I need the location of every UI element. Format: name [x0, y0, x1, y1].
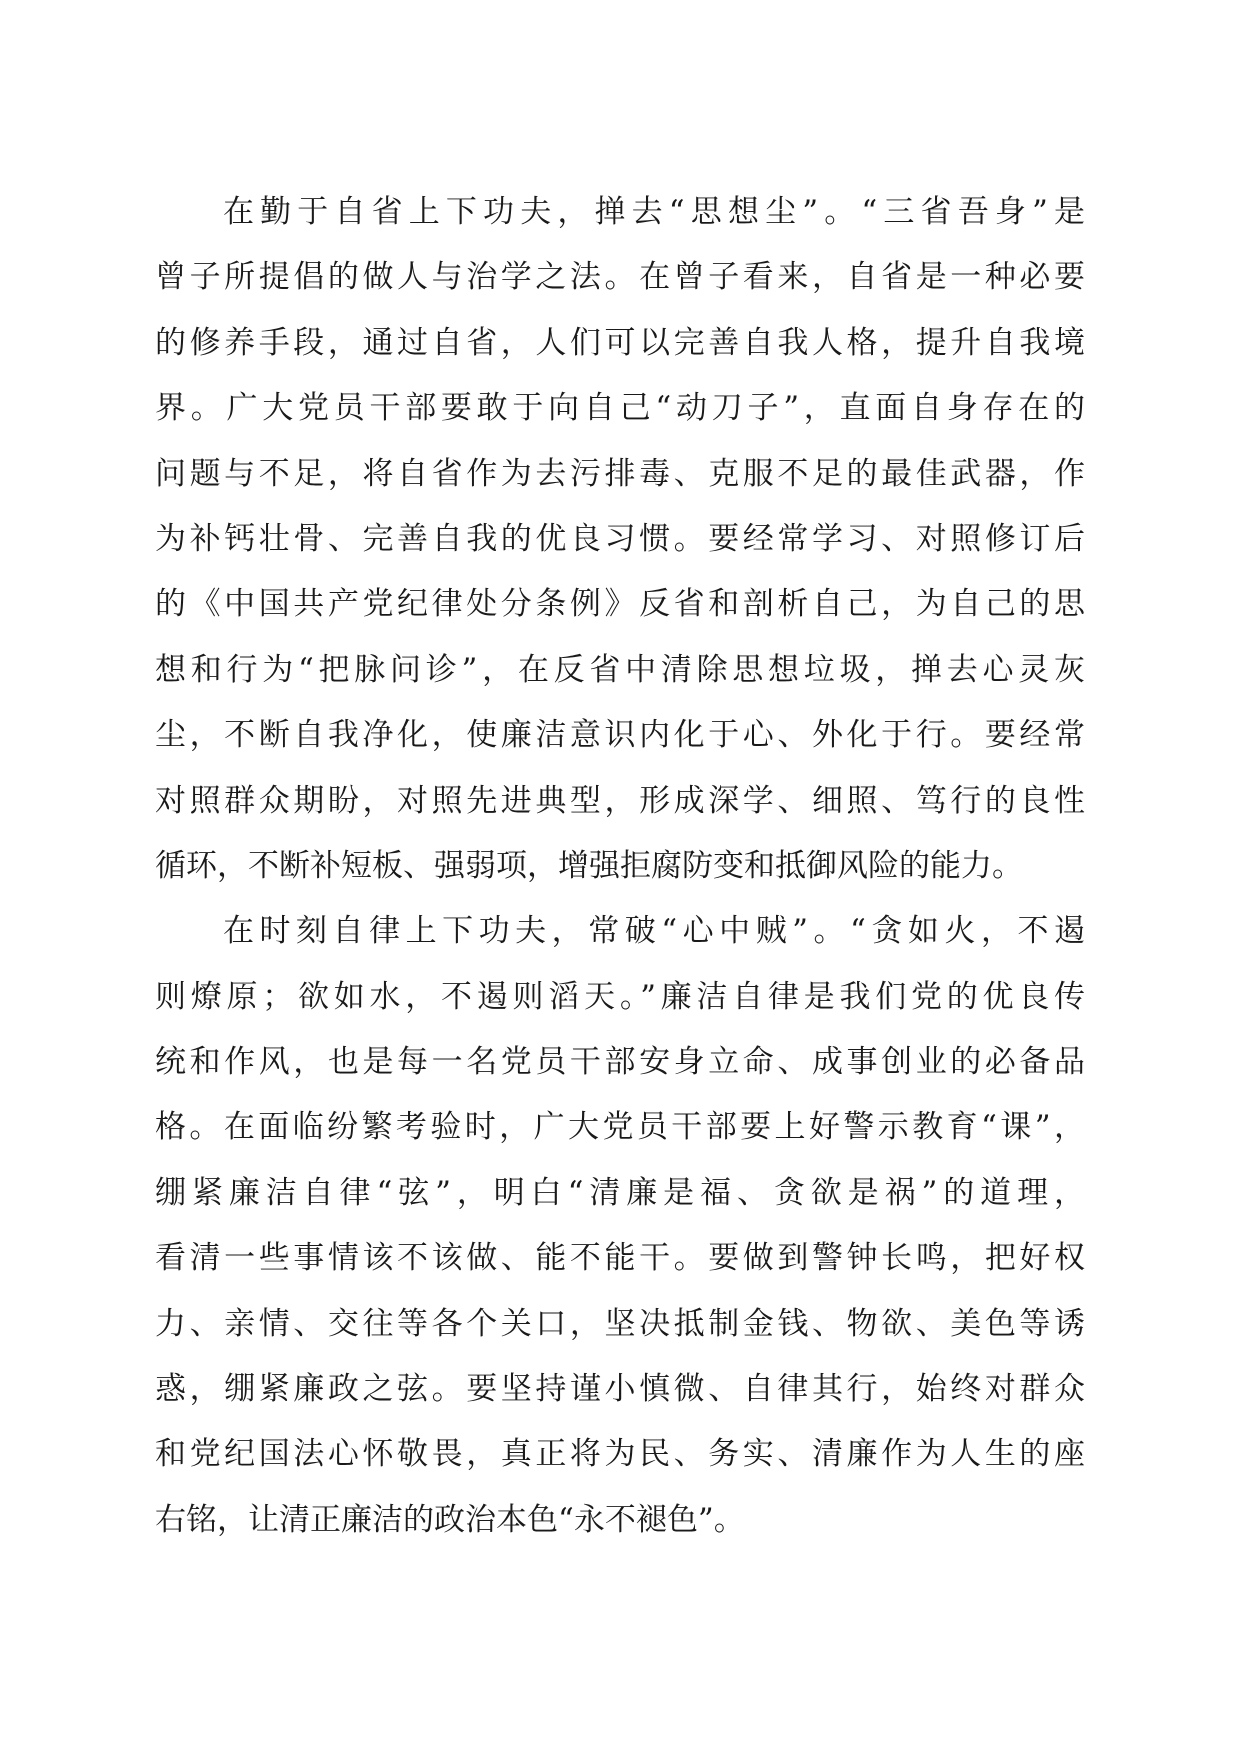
paragraph-line: 对照群众期盼，对照先进典型，形成深学、细照、笃行的良性	[155, 782, 1085, 819]
paragraph-line: 力、亲情、交往等各个关口，坚决抵制金钱、物欲、美色等诱	[155, 1305, 1085, 1342]
paragraph-line: 在时刻自律上下功夫，常破“心中贼”。“贪如火，不遏	[223, 913, 1085, 950]
paragraph-line: 右铭，让清正廉洁的政治本色“永不褪色”。	[155, 1501, 745, 1538]
document-body	[155, 180, 1085, 1553]
paragraph-line: 想和行为“把脉问诊”，在反省中清除思想垃圾，掸去心灵灰	[155, 651, 1085, 688]
paragraph-line: 格。在面临纷繁考验时，广大党员干部要上好警示教育“课”，	[155, 1109, 1085, 1146]
paragraph-line: 曾子所提倡的做人与治学之法。在曾子看来，自省是一种必要	[155, 259, 1085, 296]
paragraph-line: 尘，不断自我净化，使廉洁意识内化于心、外化于行。要经常	[155, 717, 1085, 754]
paragraph-line: 则燎原；欲如水，不遏则滔天。”廉洁自律是我们党的优良传	[155, 978, 1085, 1015]
paragraph-line: 绷紧廉洁自律“弦”，明白“清廉是福、贪欲是祸”的道理，	[155, 1174, 1085, 1211]
paragraph-self-reflection	[155, 180, 1085, 899]
paragraph-line: 的修养手段，通过自省，人们可以完善自我人格，提升自我境	[155, 324, 1085, 361]
paragraph-line: 循环，不断补短板、强弱项，增强拒腐防变和抵御风险的能力。	[155, 847, 1023, 884]
paragraph-line: 的《中国共产党纪律处分条例》反省和剖析自己，为自己的思	[155, 586, 1085, 623]
paragraph-line: 统和作风，也是每一名党员干部安身立命、成事创业的必备品	[155, 1044, 1085, 1081]
paragraph-line: 问题与不足，将自省作为去污排毒、克服不足的最佳武器，作	[155, 455, 1085, 492]
paragraph-line: 惑，绷紧廉政之弦。要坚持谨小慎微、自律其行，始终对群众	[155, 1371, 1085, 1408]
paragraph-line: 界。广大党员干部要敢于向自己“动刀子”，直面自身存在的	[155, 390, 1085, 427]
paragraph-line: 看清一些事情该不该做、能不能干。要做到警钟长鸣，把好权	[155, 1240, 1085, 1277]
paragraph-line: 在勤于自省上下功夫，掸去“思想尘”。“三省吾身”是	[223, 194, 1085, 230]
paragraph-line: 为补钙壮骨、完善自我的优良习惯。要经常学习、对照修订后	[155, 520, 1085, 557]
paragraph-line: 和党纪国法心怀敬畏，真正将为民、务实、清廉作为人生的座	[155, 1436, 1085, 1473]
paragraph-self-discipline	[155, 899, 1085, 1553]
